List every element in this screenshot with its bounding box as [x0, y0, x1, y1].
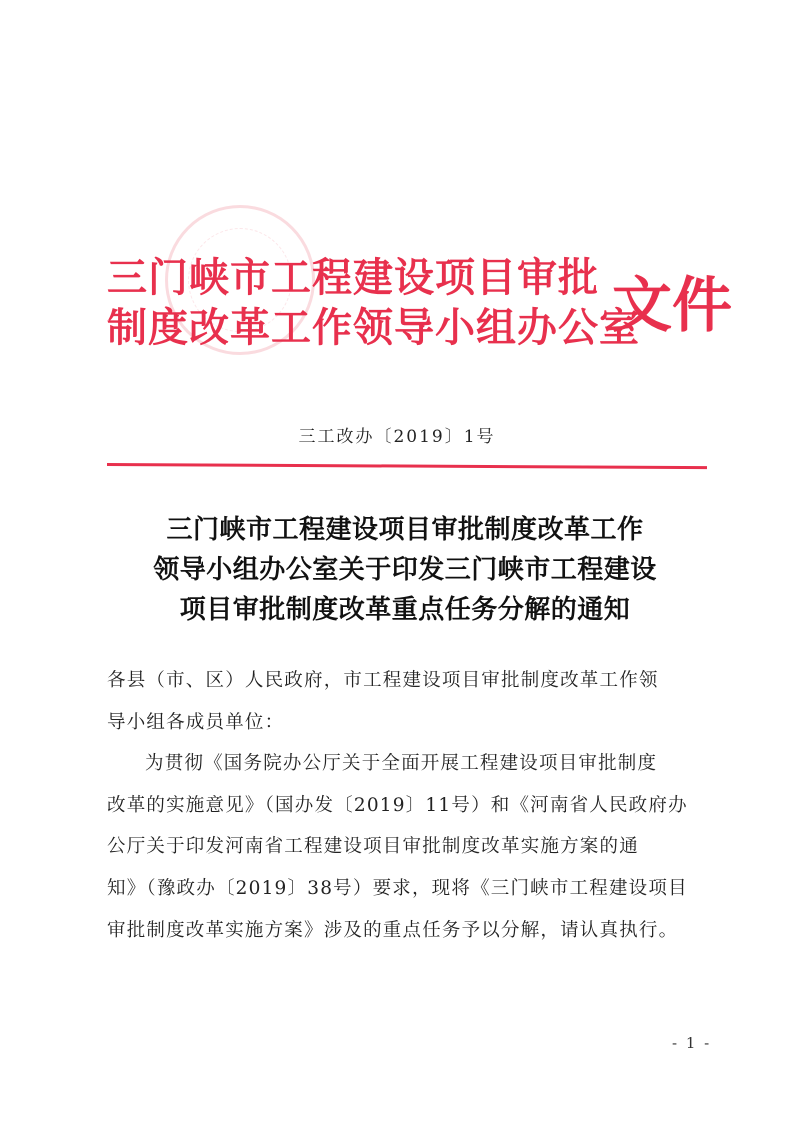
page-number: - 1 - [672, 1034, 712, 1052]
paragraph-line-1: 为贯彻《国务院办公厅关于全面开展工程建设项目审批制度 [145, 753, 658, 775]
issuer-line-2: 制度改革工作领导小组办公室 [107, 304, 640, 351]
issuer-name [107, 253, 640, 353]
title-line-1: 三门峡市工程建设项目审批制度改革工作 [166, 515, 644, 545]
paragraph-line-4: 知》（豫政办〔2019〕38号）要求，现将《三门峡市工程建设项目 [107, 877, 688, 899]
paragraph-line-3: 公厅关于印发河南省工程建设项目审批制度改革实施方案的通 [107, 836, 639, 858]
document-title [100, 510, 710, 630]
document-suffix: 文件 [612, 271, 732, 341]
red-divider-line [107, 463, 707, 469]
issuer-line-1: 三门峡市工程建设项目审批 [107, 254, 599, 301]
salutation-line-2: 导小组各成员单位： [107, 711, 285, 733]
document-body [107, 660, 707, 951]
paragraph-line-5: 审批制度改革实施方案》涉及的重点任务予以分解，请认真执行。 [107, 919, 679, 941]
paragraph-line-2: 改革的实施意见》（国办发〔2019〕11号）和《河南省人民政府办 [107, 794, 688, 816]
salutation-line-1: 各县（市、区）人民政府，市工程建设项目审批制度改革工作领 [107, 670, 659, 691]
title-line-2: 领导小组办公室关于印发三门峡市工程建设 [153, 555, 657, 585]
document-number: 三工改办〔2019〕1号 [298, 427, 496, 447]
title-line-3: 项目审批制度改革重点任务分解的通知 [179, 595, 631, 625]
